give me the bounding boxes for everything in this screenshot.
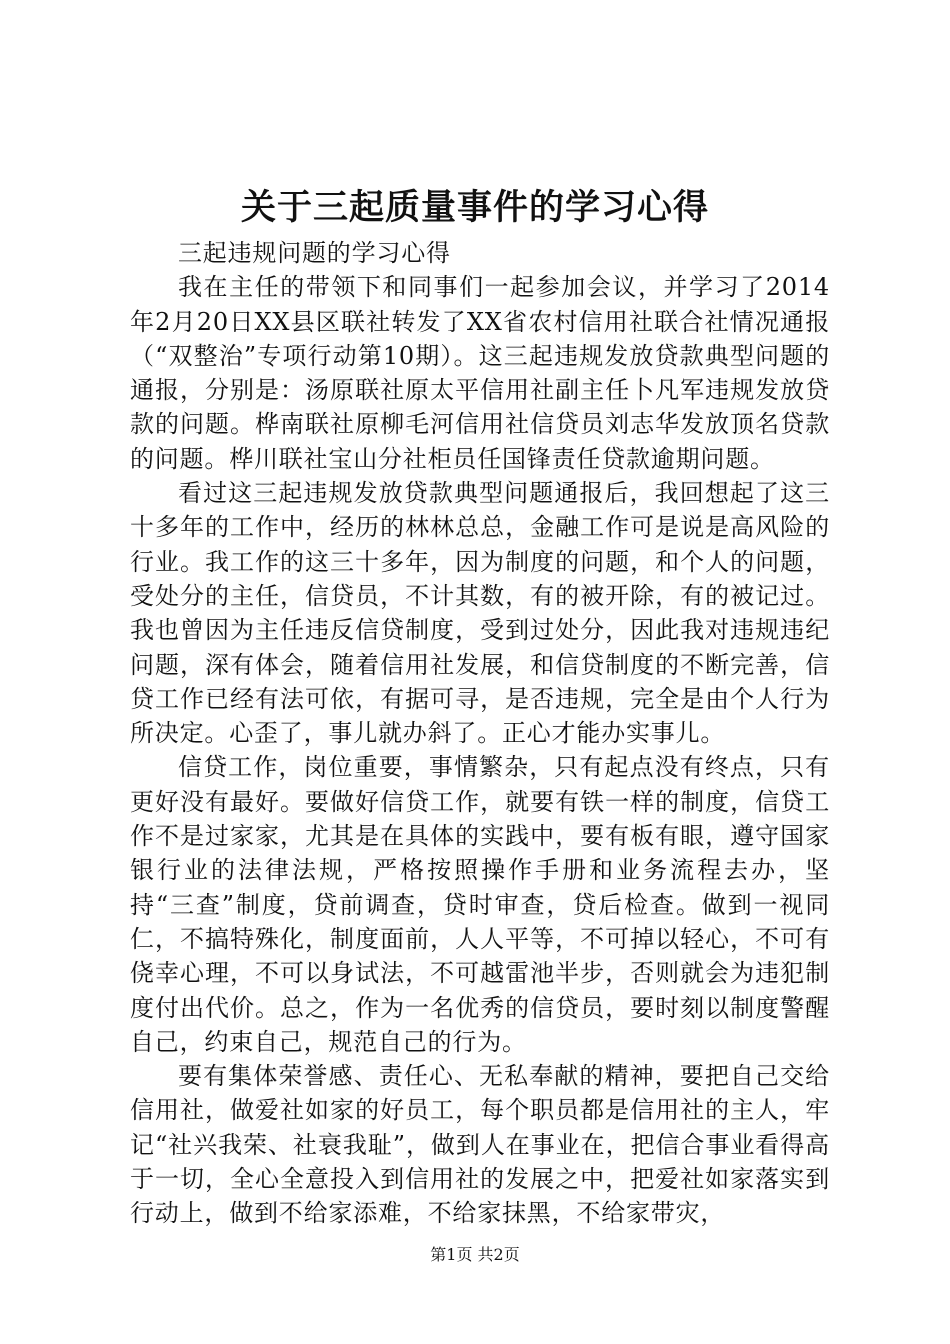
paragraph: 我在主任的带领下和同事们一起参加会议，并学习了2014年2月20日XX县区联社转发了XX省农村信用社联合社情况通报（“双整治”专项行动第10期）。这三起违规发放贷款典型问题的通报，分别是：汤原联社原太平信用社副主任卜凡军违规发放贷款的问题。桦南联社原柳毛河信用社信贷员刘志华发放顶名贷款的问题。桦川联社宝山分社柜员任国锋责任贷款逾期问题。 — [130, 273, 830, 473]
page-number-footer: 第1页 共2页 — [430, 1245, 520, 1264]
paragraph: 要有集体荣誉感、责任心、无私奉献的精神，要把自己交给信用社，做爱社如家的好员工，每个职员都是信用社的主人，牢记“社兴我荣、社衰我耻”，做到人在事业在，把信合事业看得高于一切，全心全意投入到信用社的发展之中，把爱社如家落实到行动上，做到不给家添难，不给家抹黑，不给家带灾， — [130, 1062, 830, 1228]
paragraph: 信贷工作，岗位重要，事情繁杂，只有起点没有终点，只有更好没有最好。要做好信贷工作，就要有铁一样的制度，信贷工作不是过家家，尤其是在具体的实践中，要有板有眼，遵守国家银行业的法律法规，严格按照操作手册和业务流程去办，坚持“三查”制度，贷前调查，贷时审查，贷后检查。做到一视同仁，不搞特殊化，制度面前，人人平等，不可掉以轻心，不可有侥幸心理，不可以身试法，不可越雷池半步，否则就会为违犯制度付出代价。总之，作为一名优秀的信贷员，要时刻以制度警醒自己，约束自己，规范自己的行为。 — [130, 753, 830, 1056]
paragraph: 看过这三起违规发放贷款典型问题通报后，我回想起了这三十多年的工作中，经历的林林总总，金融工作可是说是高风险的行业。我工作的这三十多年，因为制度的问题，和个人的问题，受处分的主任，信贷员，不计其数，有的被开除，有的被记过。我也曾因为主任违反信贷制度，受到过处分，因此我对违规违纪问题，深有体会，随着信用社发展，和信贷制度的不断完善，信贷工作已经有法可依，有据可寻，是否违规，完全是由个人行为所决定。心歪了，事儿就办斜了。正心才能办实事儿。 — [130, 479, 830, 748]
paragraph-subtitle: 三起违规问题的学习心得 — [178, 239, 451, 267]
document-body — [130, 236, 830, 1231]
document-title: 关于三起质量事件的学习心得 — [240, 188, 709, 228]
